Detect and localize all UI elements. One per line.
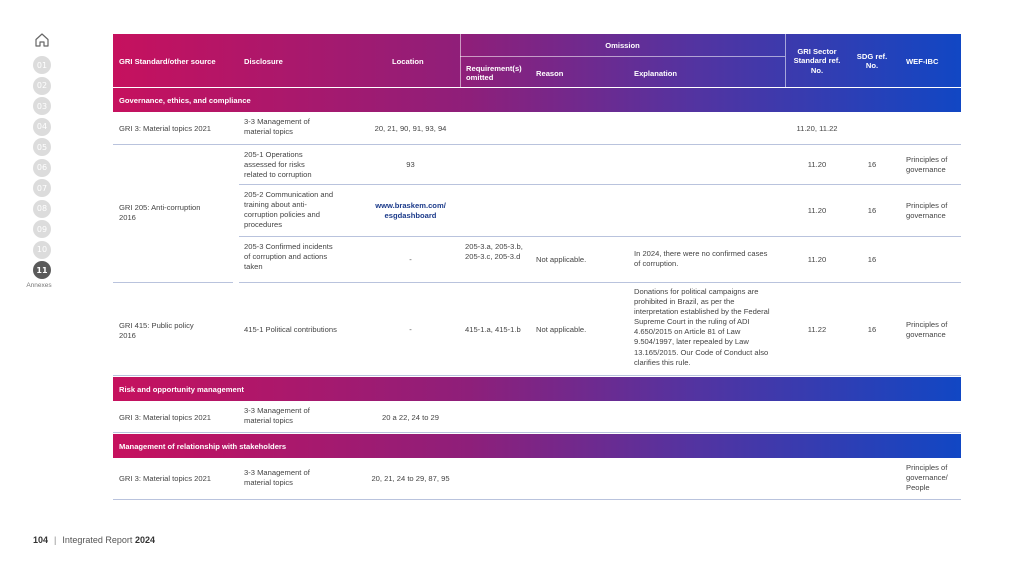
cell-location: 93 bbox=[406, 160, 415, 169]
cell-disclosure: 205-3 Confirmed incidents of corruption and actions taken bbox=[244, 242, 333, 272]
cell-sdg: 16 bbox=[867, 206, 877, 215]
table-row bbox=[239, 185, 961, 237]
cell-wef: Principles of governance bbox=[906, 320, 948, 340]
header-gri-standard: GRI Standard/other source bbox=[119, 57, 216, 66]
header-reason: Reason bbox=[536, 69, 564, 78]
cell-sdg: 16 bbox=[867, 160, 877, 169]
footer-separator: | bbox=[54, 535, 57, 545]
cell-gri: GRI 3: Material topics 2021 bbox=[119, 474, 212, 483]
table-row bbox=[113, 401, 961, 433]
home-icon[interactable] bbox=[34, 32, 50, 48]
cell-disclosure: 3-3 Management of material topics bbox=[244, 468, 310, 488]
header-gri-sector: GRI Sector Standard ref. No. bbox=[793, 47, 841, 75]
report-name: Integrated Report bbox=[62, 535, 133, 545]
cell-explanation: In 2024, there were no confirmed cases of corruption. bbox=[634, 249, 768, 269]
cell-disclosure: 3-3 Management of material topics bbox=[244, 117, 310, 137]
cell-gri: GRI 3: Material topics 2021 bbox=[119, 124, 212, 133]
esg-dashboard-link[interactable]: www.braskem.com/ esgdashboard bbox=[375, 201, 446, 221]
nav-chapter-03[interactable]: 03 bbox=[33, 97, 51, 115]
table-row bbox=[239, 145, 961, 185]
nav-chapter-11[interactable]: 11 bbox=[33, 261, 51, 279]
cell-location: 20 a 22, 24 to 29 bbox=[381, 413, 439, 422]
gri-content-index-table bbox=[113, 34, 961, 500]
chapter-nav bbox=[26, 32, 54, 289]
nav-chapter-10[interactable]: 10 bbox=[33, 241, 51, 259]
nav-chapter-05[interactable]: 05 bbox=[33, 138, 51, 156]
cell-disclosure: 205-1 Operations assessed for risks related to corruption bbox=[244, 150, 312, 180]
table-header bbox=[113, 34, 961, 87]
table-row bbox=[239, 237, 961, 283]
page-number: 104 bbox=[33, 535, 49, 545]
cell-wef: Principles of governance bbox=[906, 155, 948, 175]
cell-sector: 11.20, 11.22 bbox=[796, 124, 838, 133]
cell-sdg: 16 bbox=[867, 325, 877, 334]
table-row bbox=[113, 458, 961, 500]
cell-gri: GRI 205: Anti-corruption 2016 bbox=[119, 203, 201, 223]
cell-sector: 11.20 bbox=[807, 255, 827, 264]
cell-sdg: 16 bbox=[867, 255, 877, 264]
cell-sector: 11.20 bbox=[807, 160, 827, 169]
cell-gri: GRI 415: Public policy 2016 bbox=[119, 321, 194, 341]
nav-chapter-04[interactable]: 04 bbox=[33, 118, 51, 136]
cell-gri: GRI 3: Material topics 2021 bbox=[119, 413, 212, 422]
cell-location: 20, 21, 24 to 29, 87, 95 bbox=[371, 474, 450, 483]
cell-requirements: 415-1.a, 415-1.b bbox=[465, 325, 521, 334]
table-row bbox=[113, 112, 961, 145]
table-row bbox=[113, 283, 961, 376]
header-disclosure: Disclosure bbox=[244, 57, 283, 66]
header-sdg: SDG ref. No. bbox=[856, 52, 888, 71]
cell-reason: Not applicable. bbox=[536, 325, 587, 334]
header-omission: Omission bbox=[605, 41, 640, 50]
header-location: Location bbox=[392, 57, 424, 66]
cell-wef: Principles of governance bbox=[906, 201, 948, 221]
header-requirements: Requirement(s) omitted bbox=[466, 64, 522, 83]
cell-requirements: 205-3.a, 205-3.b, 205-3.c, 205-3.d bbox=[465, 242, 523, 262]
cell-wef: Principles of governance/ People bbox=[906, 463, 948, 493]
nav-chapter-08[interactable]: 08 bbox=[33, 200, 51, 218]
cell-location: - bbox=[409, 255, 412, 264]
header-wef: WEF-IBC bbox=[906, 57, 939, 66]
cell-disclosure: 3-3 Management of material topics bbox=[244, 406, 310, 426]
nav-chapter-01[interactable]: 01 bbox=[33, 56, 51, 74]
cell-explanation: Donations for political campaigns are prohibited in Brazil, as per the interpretation established by the Federal Supreme Court in the ruling of ADI 4.650/2015 on Article 81 of Law 9.504/1997, later repealed by Law 13.165/2015. Our Code of Conduct also clarifies this rule. bbox=[634, 287, 770, 367]
section-governance: Governance, ethics, and compliance bbox=[113, 88, 961, 112]
header-explanation: Explanation bbox=[634, 69, 678, 78]
cell-location: - bbox=[409, 325, 412, 334]
nav-chapter-09[interactable]: 09 bbox=[33, 220, 51, 238]
gri-205-group bbox=[113, 145, 961, 283]
page-footer bbox=[33, 535, 155, 545]
nav-chapter-02[interactable]: 02 bbox=[33, 77, 51, 95]
cell-sector: 11.20 bbox=[807, 206, 827, 215]
nav-chapter-07[interactable]: 07 bbox=[33, 179, 51, 197]
section-stakeholders: Management of relationship with stakeholders bbox=[113, 434, 961, 458]
cell-location: 20, 21, 90, 91, 93, 94 bbox=[374, 124, 447, 133]
section-risk: Risk and opportunity management bbox=[113, 377, 961, 401]
cell-reason: Not applicable. bbox=[536, 255, 587, 264]
annexes-label: Annexes bbox=[26, 281, 52, 289]
report-year: 2024 bbox=[134, 535, 155, 545]
cell-disclosure: 415-1 Political contributions bbox=[244, 325, 337, 334]
cell-sector: 11.22 bbox=[807, 325, 827, 334]
cell-disclosure: 205-2 Communication and training about anti-corruption policies and procedures bbox=[244, 190, 334, 230]
nav-chapter-06[interactable]: 06 bbox=[33, 159, 51, 177]
